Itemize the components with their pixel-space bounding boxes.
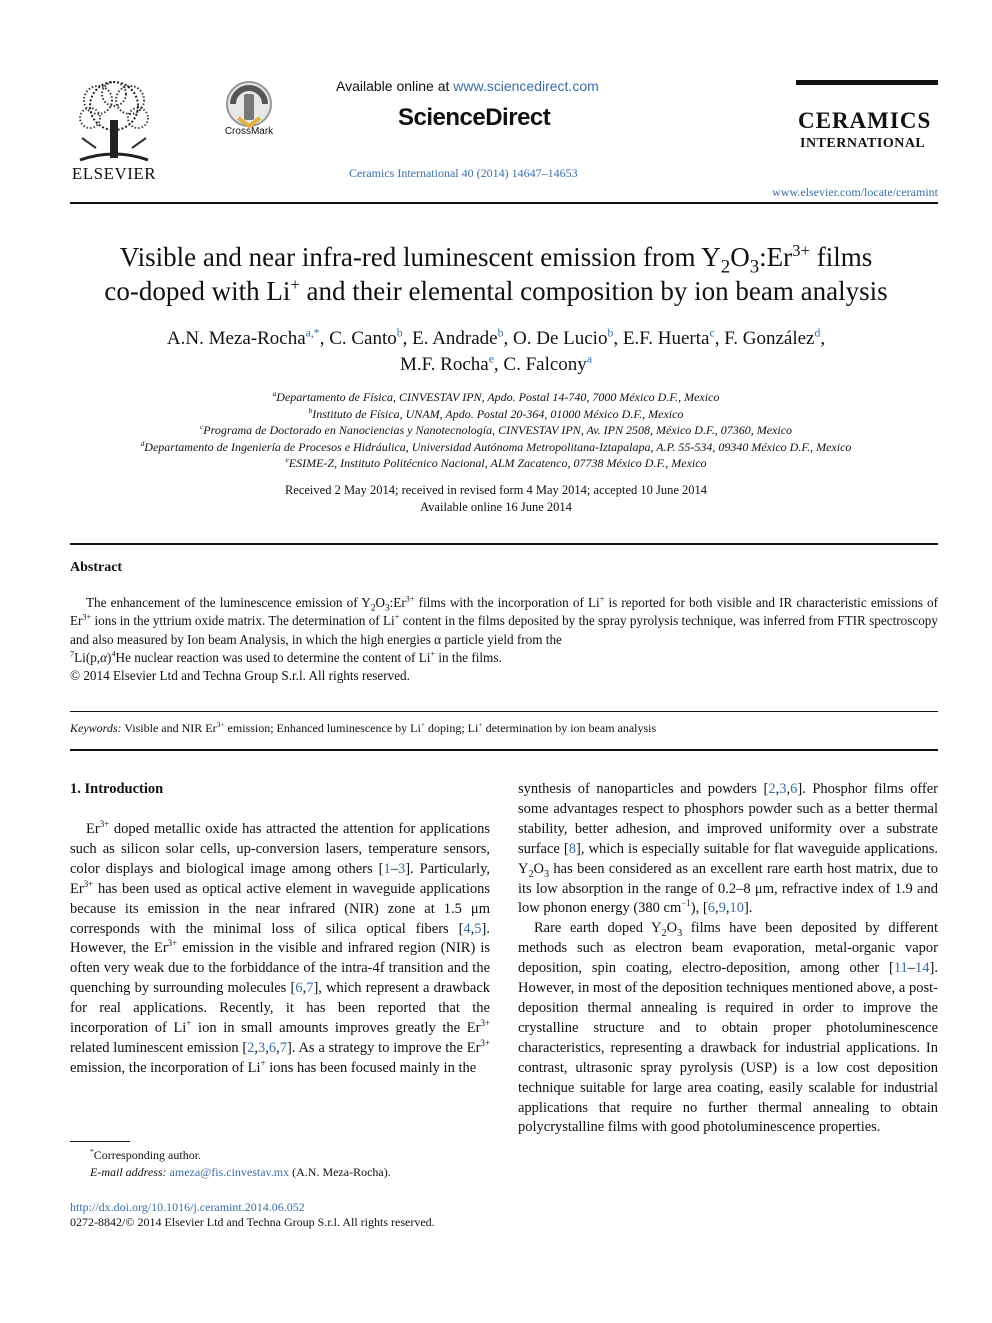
intro-paragraph-1-cont: synthesis of nanoparticles and powders [2,3,6]. Phosphor films offer some advantages respect to phosphors powder such as a better thermal stability, better adhesion, and improved uniformity over a substrate surface [8], which is especially suitable for flat waveguide applications. $Y_2O_3$ has been considered as an excellent rare earth host matrix, due to its low absorption in the range of 0.2–8 μm, refractive index of 1.9 and low phonon energy (380 $cm^{-1}$), [6,9,10]. xyxy=(518,781,938,917)
affiliation-d: $^d$Departamento de Ingeniería de Procesos e Hidráulica, Universidad Autónoma Metropolitana-Iztapalapa, A.P. 55-534, 09340 México D.F., Mexico xyxy=(140,438,852,454)
body-column-right xyxy=(518,780,938,1138)
affiliation-e: $^e$ESIME-Z, Instituto Politécnico Nacional, ALM Zacatenco, 07738 México D.F., Mexico xyxy=(285,455,707,470)
author-email-link[interactable]: ameza@fis.cinvestav.mx xyxy=(169,1165,290,1179)
citation-link[interactable]: 4 xyxy=(463,920,471,937)
author-name: C. Falcony xyxy=(503,354,587,375)
author-name: E.F. Huerta xyxy=(622,328,710,349)
footnote-rule xyxy=(70,1141,130,1142)
author-name: C. Canto xyxy=(329,328,397,349)
affiliation-a: $^a$Departamento de Física, CINVESTAV IPN, Apdo. Postal 14-740, 7000 México D.F., Mexico xyxy=(272,389,720,404)
citation-link[interactable]: 6 xyxy=(790,781,798,797)
issn-line: 0272-8842/© 2014 Elsevier Ltd and Techna Group S.r.l. All rights reserved. xyxy=(70,1215,435,1229)
author-affiliation-mark[interactable]: a xyxy=(586,352,593,366)
intro-paragraph-1: $Er^{3+}$ doped metallic oxide has attracted the attention for applications such as silicon solar cells, up-conversion lasers, temperature sensors, color displays and biological image among others [1–3]. Particularly, $Er^{3+}$ has been used as optical active element in waveguide applications because its emission in the near infrared (NIR) zone at 1.5 μm corresponds with the minimal loss of silica optical fibers [4,5]. However, the $Er^{3+}$ emission in the visible and infrared region (NIR) is often very weak due to the forbiddance of the intra-4f transition and the quenching by surrounding molecules [6,7], which represent a drawback for real applications. Recently, it has been reported that the incorporation of Li+ ion in small amounts improves greatly the $Er^{3+}$ related luminescent emission [2,3,6,7]. As a strategy to improve the $Er^{3+}$ emission, the incorporation of Li+ ions has been focused mainly in the xyxy=(70,819,491,1076)
author-affiliation-mark[interactable]: b xyxy=(497,326,504,340)
intro-paragraph-2: Rare earth doped $Y_2O_3$ films have been deposited by different methods such as electron beam evaporation, metal-organic vapor deposition, spin coating, electro-deposition, among other [11–14]. However, in most of the deposition techniques mentioned above, a post-deposition thermal annealing is required in order to improve the crystalline structure and to obtain proper photoluminescence characteristics, representing a drawback for industrial applications. In contrast, ultrasonic spray pyrolysis (USP) is a low cost deposition technique suitable for large area coating, easily scalable for industrial applications that require no further thermal annealing to obtain polycrystalline films with good photoluminescence properties. xyxy=(518,920,938,1136)
crossmark-label: CrossMark xyxy=(224,126,274,137)
author-name: A.N. Meza-Rocha xyxy=(166,328,306,349)
keywords-bottom-rule xyxy=(70,749,938,751)
citation-link[interactable]: 7 xyxy=(306,980,314,997)
citation-link[interactable]: 7 xyxy=(279,1039,288,1056)
author-name: F. González xyxy=(724,328,815,349)
citation-link[interactable]: 6 xyxy=(295,980,303,997)
keywords: Keywords: Visible and NIR $Er^{3+}$ emission; Enhanced luminescence by Li+ doping; Li+ determination by ion beam analysis xyxy=(70,720,657,735)
author-affiliation-mark[interactable]: b xyxy=(607,326,614,340)
journal-logo-line1: CERAMICS xyxy=(798,108,932,133)
sciencedirect-link[interactable]: www.sciencedirect.com xyxy=(453,78,599,94)
citation-link[interactable]: 6 xyxy=(707,900,715,917)
citation-link[interactable]: 3 xyxy=(258,1039,266,1056)
author-name: E. Andrade xyxy=(412,328,498,349)
author-affiliation-mark[interactable]: b xyxy=(396,326,403,340)
citation-link[interactable]: 2 xyxy=(768,781,776,797)
article-title: Visible and near infra-red luminescent emission from $Y_2O_3:Er^{3+}$ films co-doped with Li+ and their elemental composition by ion beam analysis xyxy=(104,241,888,306)
abstract-heading: Abstract xyxy=(70,560,123,575)
elsevier-wordmark: ELSEVIER xyxy=(71,164,157,183)
corresponding-author-footnote: *Corresponding author. E-mail address: ameza@fis.cinvestav.mx (A.N. Meza-Rocha). xyxy=(90,1147,391,1179)
doi-link[interactable]: http://dx.doi.org/10.1016/j.ceramint.2014.06.052 xyxy=(70,1200,305,1214)
citation-link[interactable]: 6 xyxy=(268,1039,277,1056)
received-dates: Received 2 May 2014; received in revised form 4 May 2014; accepted 10 June 2014 xyxy=(284,483,708,497)
journal-citation[interactable]: Ceramics International 40 (2014) 14647–14653 xyxy=(349,166,578,180)
citation-link[interactable]: 9 xyxy=(718,900,726,917)
journal-url-link[interactable]: www.elsevier.com/locate/ceramint xyxy=(772,185,938,199)
citation-link[interactable]: 3 xyxy=(779,781,787,797)
affiliation-b: $^b$Instituto de Física, UNAM, Apdo. Postal 20-364, 01000 México D.F., Mexico xyxy=(308,405,684,421)
author-affiliation-mark[interactable]: e xyxy=(488,352,494,366)
author-name: O. De Lucio xyxy=(513,328,608,349)
abstract-top-rule xyxy=(70,543,938,545)
available-date: Available online 16 June 2014 xyxy=(420,500,572,514)
elsevier-tree-icon xyxy=(70,78,158,164)
abstract-copyright: © 2014 Elsevier Ltd and Techna Group S.r.l. All rights reserved. xyxy=(70,668,410,683)
affiliation-c: $^c$Programa de Doctorado en Nanociencias y Nanotecnología, CINVESTAV IPN, Av. IPN 2508, México D.F., 07360, Mexico xyxy=(199,422,793,437)
affiliations xyxy=(40,389,952,472)
doi-block xyxy=(70,1200,435,1230)
citation-link[interactable]: 14 xyxy=(915,960,930,977)
journal-logo-rule xyxy=(796,80,938,85)
citation-link[interactable]: 1 xyxy=(383,860,391,877)
available-online: Available online at www.sciencedirect.com xyxy=(336,78,599,94)
author-affiliation-mark[interactable]: d xyxy=(814,326,821,340)
author-list: A.N. Meza-Rocha$^{a,*}$, C. Canto$^b$, E. Andrade$^b$, O. De Lucio$^b$, E.F. Huerta$^c$, F. González$^d$, M.F. Rocha$^e$, C. Falcony$^a$ xyxy=(166,326,826,375)
article-dates xyxy=(40,482,952,516)
keywords-top-rule xyxy=(70,711,938,712)
author-name: M.F. Rocha xyxy=(399,354,489,375)
author-affiliation-mark[interactable]: a,* xyxy=(305,326,320,340)
header-divider xyxy=(70,202,938,204)
abstract-text: The enhancement of the luminescence emission of $Y_2O_3:Er^{3+}$ films with the incorporation of Li+ is reported for both visible and IR characteristic emissions of $Er^{3+}$ ions in the yttrium oxide matrix. The determination of Li+ content in the films deposited by the spray pyrolysis technique, was inferred from FTIR spectroscopy and also measured by Ion beam Analysis, in which the high energies α particle yield from the $^7Li(p,\alpha)^4He$ nuclear reaction was used to determine the content of Li+ in the films. xyxy=(70,594,938,666)
sciencedirect-logo[interactable]: ScienceDirect xyxy=(398,104,551,131)
citation-link[interactable]: 10 xyxy=(729,900,744,917)
journal-logo-line2: INTERNATIONAL xyxy=(800,136,926,151)
section-heading-introduction: 1. Introduction xyxy=(70,781,164,797)
citation-link[interactable]: 2 xyxy=(247,1039,255,1056)
body-column-left xyxy=(70,820,490,1079)
citation-link[interactable]: 8 xyxy=(568,840,577,857)
citation-link[interactable]: 11 xyxy=(893,960,908,977)
elsevier-logo xyxy=(68,78,160,182)
citation-link[interactable]: 3 xyxy=(397,860,406,877)
author-affiliation-mark[interactable]: c xyxy=(709,326,715,340)
citation-link[interactable]: 5 xyxy=(474,920,482,937)
